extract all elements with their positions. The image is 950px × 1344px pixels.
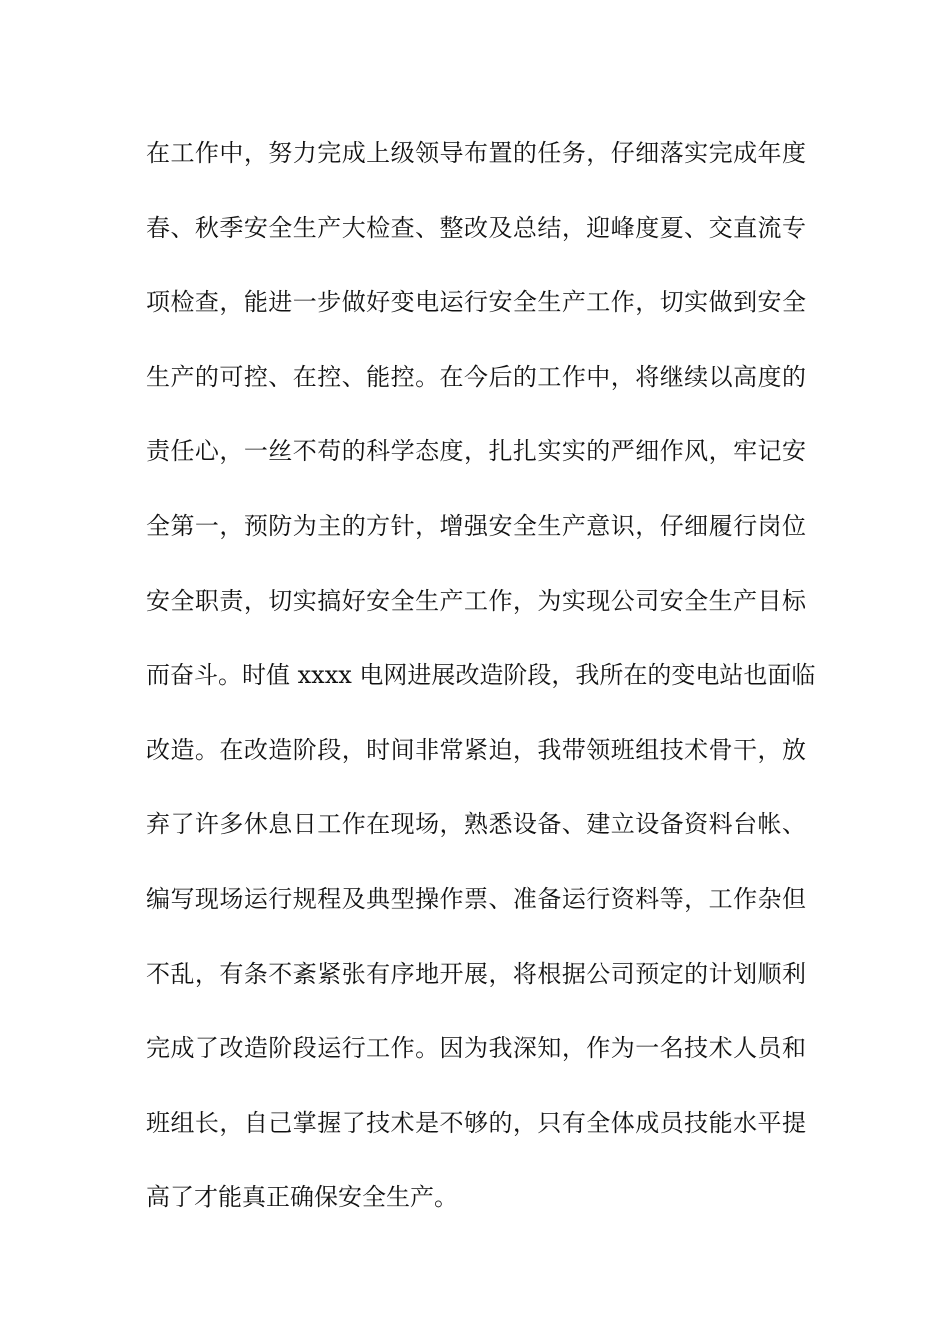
paragraph-line: 春、秋季安全生产大检查、整改及总结，迎峰度夏、交直流专 <box>146 213 806 242</box>
paragraph-line: 全第一，预防为主的方针，增强安全生产意识，仔细履行岗位 <box>146 511 806 540</box>
body-paragraph <box>146 132 816 1251</box>
paragraph-line: 生产的可控、在控、能控。在今后的工作中，将继续以高度的 <box>146 362 806 391</box>
paragraph-line: 项检查，能进一步做好变电运行安全生产工作，切实做到安全 <box>146 288 806 317</box>
paragraph-line: 安全职责，切实搞好安全生产工作，为实现公司安全生产目标 <box>146 586 806 615</box>
paragraph-line-last: 高了才能真正确保安全生产。 <box>146 1183 458 1212</box>
paragraph-line: 改造。在改造阶段，时间非常紧迫，我带领班组技术骨干，放 <box>146 735 806 764</box>
paragraph-line: 完成了改造阶段运行工作。因为我深知，作为一名技术人员和 <box>146 1034 806 1063</box>
paragraph-line: 责任心，一丝不苟的科学态度，扎扎实实的严细作风，牢记安 <box>146 437 806 466</box>
paragraph-line: 不乱，有条不紊紧张有序地开展，将根据公司预定的计划顺利 <box>146 959 806 988</box>
paragraph-line: 而奋斗。时值 xxxx 电网进展改造阶段，我所在的变电站也面临 <box>146 661 816 690</box>
paragraph-line: 编写现场运行规程及典型操作票、准备运行资料等，工作杂但 <box>146 884 806 913</box>
paragraph-line: 在工作中，努力完成上级领导布置的任务，仔细落实完成年度 <box>146 139 806 167</box>
paragraph-line: 班组长，自己掌握了技术是不够的，只有全体成员技能水平提 <box>146 1108 806 1137</box>
paragraph-line: 弃了许多休息日工作在现场，熟悉设备、建立设备资料台帐、 <box>146 810 806 839</box>
